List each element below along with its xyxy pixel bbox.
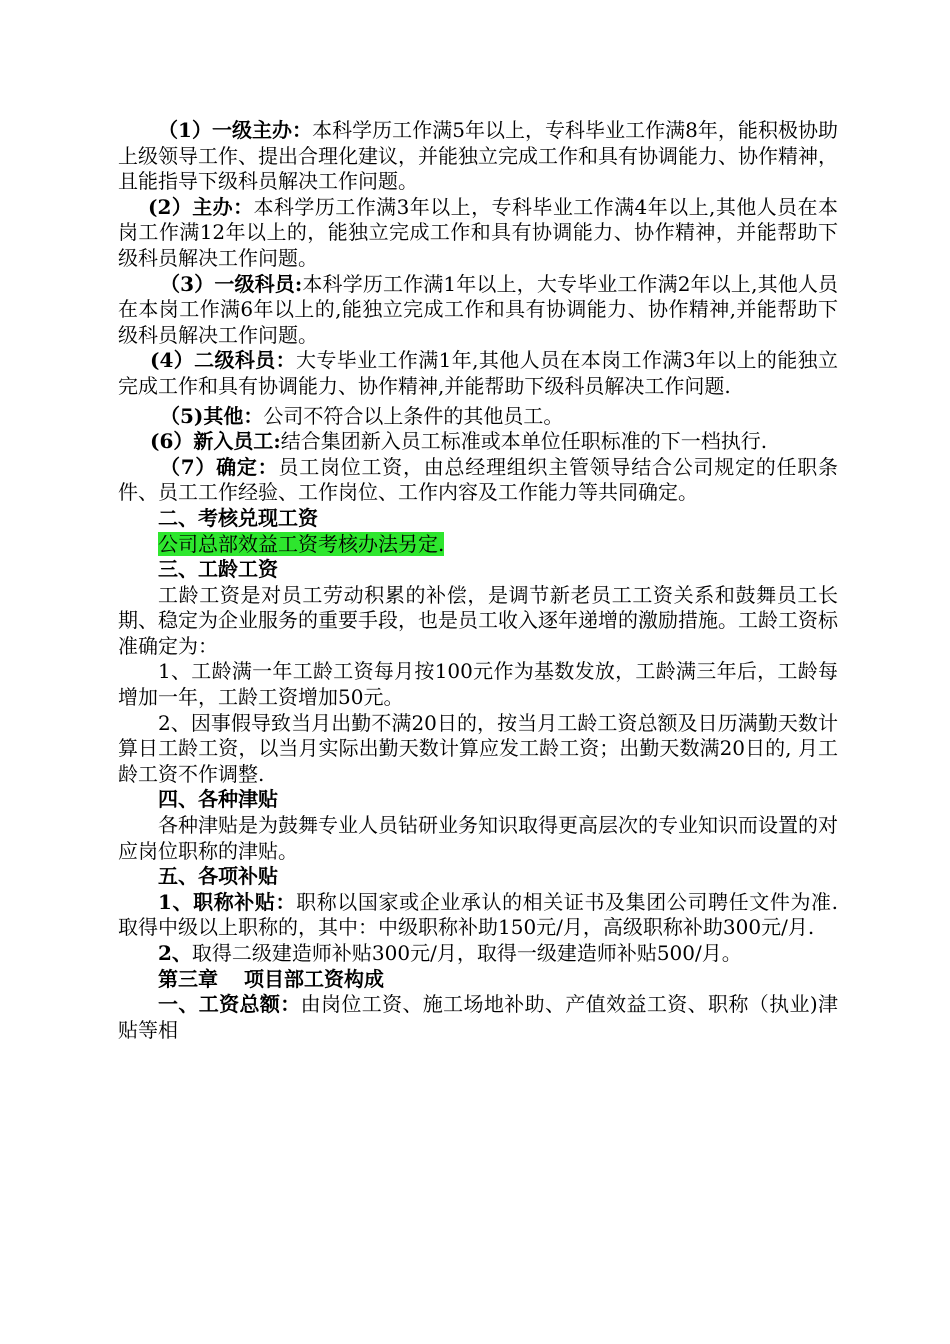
para-total-wage: [118, 992, 838, 1043]
chapter-number: 第三章: [158, 966, 218, 991]
para-label: （7）确定：: [160, 454, 279, 479]
para-allowance: 各种津贴是为鼓舞专业人员钻研业务知识取得更高层次的专业知识而设置的对应岗位职称的津贴。: [118, 813, 838, 863]
para-grade-new-staff: [118, 429, 838, 455]
para-grade-senior-manager: [118, 118, 838, 195]
section-heading-subsidy: [118, 864, 838, 890]
para-label: （5)其他：: [160, 403, 264, 428]
para-text: 取得二级建造师补贴300元/月，取得一级建造师补贴500/月。: [191, 941, 742, 965]
section-heading: 四、各种津贴: [158, 787, 278, 812]
para-text: 大专毕业工作满1年,其他人员在本岗工作满3年以上的能独立完成工作和具有协调能力、协作精神,并能帮助下级科员解决工作问题.: [118, 348, 838, 398]
para-grade-other: [118, 404, 838, 430]
para-text: 员工岗位工资，由总经理组织主管领导结合公司规定的任职条件、员工工作经验、工作岗位、工作内容及工作能力等共同确定。: [118, 454, 839, 505]
section-heading-seniority: [118, 557, 838, 583]
para-label: (2）主办：: [148, 194, 254, 219]
highlighted-text: 公司总部效益工资考核办法另定.: [158, 531, 445, 556]
para-text: 职称以国家或企业承认的相关证书及集团公司聘任文件为准. 取得中级以上职称的，其中：中级职称补助150元/月，高级职称补助300元/月.: [118, 889, 839, 940]
section-heading: 三、工龄工资: [158, 557, 278, 582]
para-grade-manager: [118, 195, 838, 272]
para-label: 1、职称补贴：: [158, 889, 297, 914]
section-heading: 五、各项补贴: [158, 864, 278, 889]
para-label: （1）一级主办：: [158, 118, 313, 142]
para-seniority-intro: 工龄工资是对员工劳动积累的补偿，是调节新老员工工资关系和鼓舞员工长期、稳定为企业服务的重要手段，也是员工收入逐年递增的激励措施。工龄工资标准确定为：: [118, 582, 838, 658]
para-seniority-item-1: 1、工龄满一年工龄工资每月按100元作为基数发放，工龄满三年后，工龄每增加一年，工龄工资增加50元。: [118, 659, 838, 710]
para-text: 公司不符合以上条件的其他员工。: [263, 403, 564, 428]
para-label: 2、: [158, 941, 192, 965]
para-label: （3）一级科员:: [160, 271, 303, 296]
chapter-title: 项目部工资构成: [244, 966, 384, 991]
para-label: (6）新入员工:: [150, 429, 281, 454]
para-text: 本科学历工作满3年以上，专科毕业工作满4年以上,其他人员在本岗工作满12年以上的，能独立完成工作和具有协调能力、协作精神，并能帮助下级科员解决工作问题。: [118, 194, 838, 270]
para-grade-senior-clerk: [118, 272, 838, 349]
para-label: (4）二级科员：: [150, 348, 297, 373]
section-heading-assessment: [118, 506, 838, 532]
para-text: 本科学历工作满5年以上，专科毕业工作满8年，能积极协助上级领导工作、提出合理化建议，并能独立完成工作和具有协调能力、协作精神，且能指导下级科员解决工作问题。: [118, 118, 839, 194]
section-heading: 二、考核兑现工资: [158, 505, 318, 530]
document-page: [118, 118, 838, 1043]
para-assessment: [118, 532, 838, 558]
para-subsidy-builder: [118, 941, 838, 967]
section-heading-allowance: [118, 787, 838, 813]
para-text: 结合集团新入员工标准或本单位任职标准的下一档执行.: [280, 429, 768, 454]
para-seniority-item-2: 2、因事假导致当月出勤不满20日的，按当月工龄工资总额及日历满勤天数计算日工龄工资，以当月实际出勤天数计算应发工龄工资；出勤天数满20日的, 月工龄工资不作调整.: [118, 710, 838, 786]
para-label: 一、工资总额：: [158, 992, 301, 1017]
para-text: 由岗位工资、施工场地补助、产值效益工资、职称（执业)津贴等相: [118, 992, 838, 1042]
para-subsidy-title: [118, 890, 838, 941]
para-grade-determination: [118, 455, 838, 506]
para-text: 本科学历工作满1年以上，大专毕业工作满2年以上,其他人员在本岗工作满6年以上的,能独立完成工作和具有协调能力、协作精神,并能帮助下级科员解决工作问题。: [118, 271, 838, 347]
para-grade-clerk: [118, 348, 838, 399]
chapter-heading: [118, 967, 838, 993]
